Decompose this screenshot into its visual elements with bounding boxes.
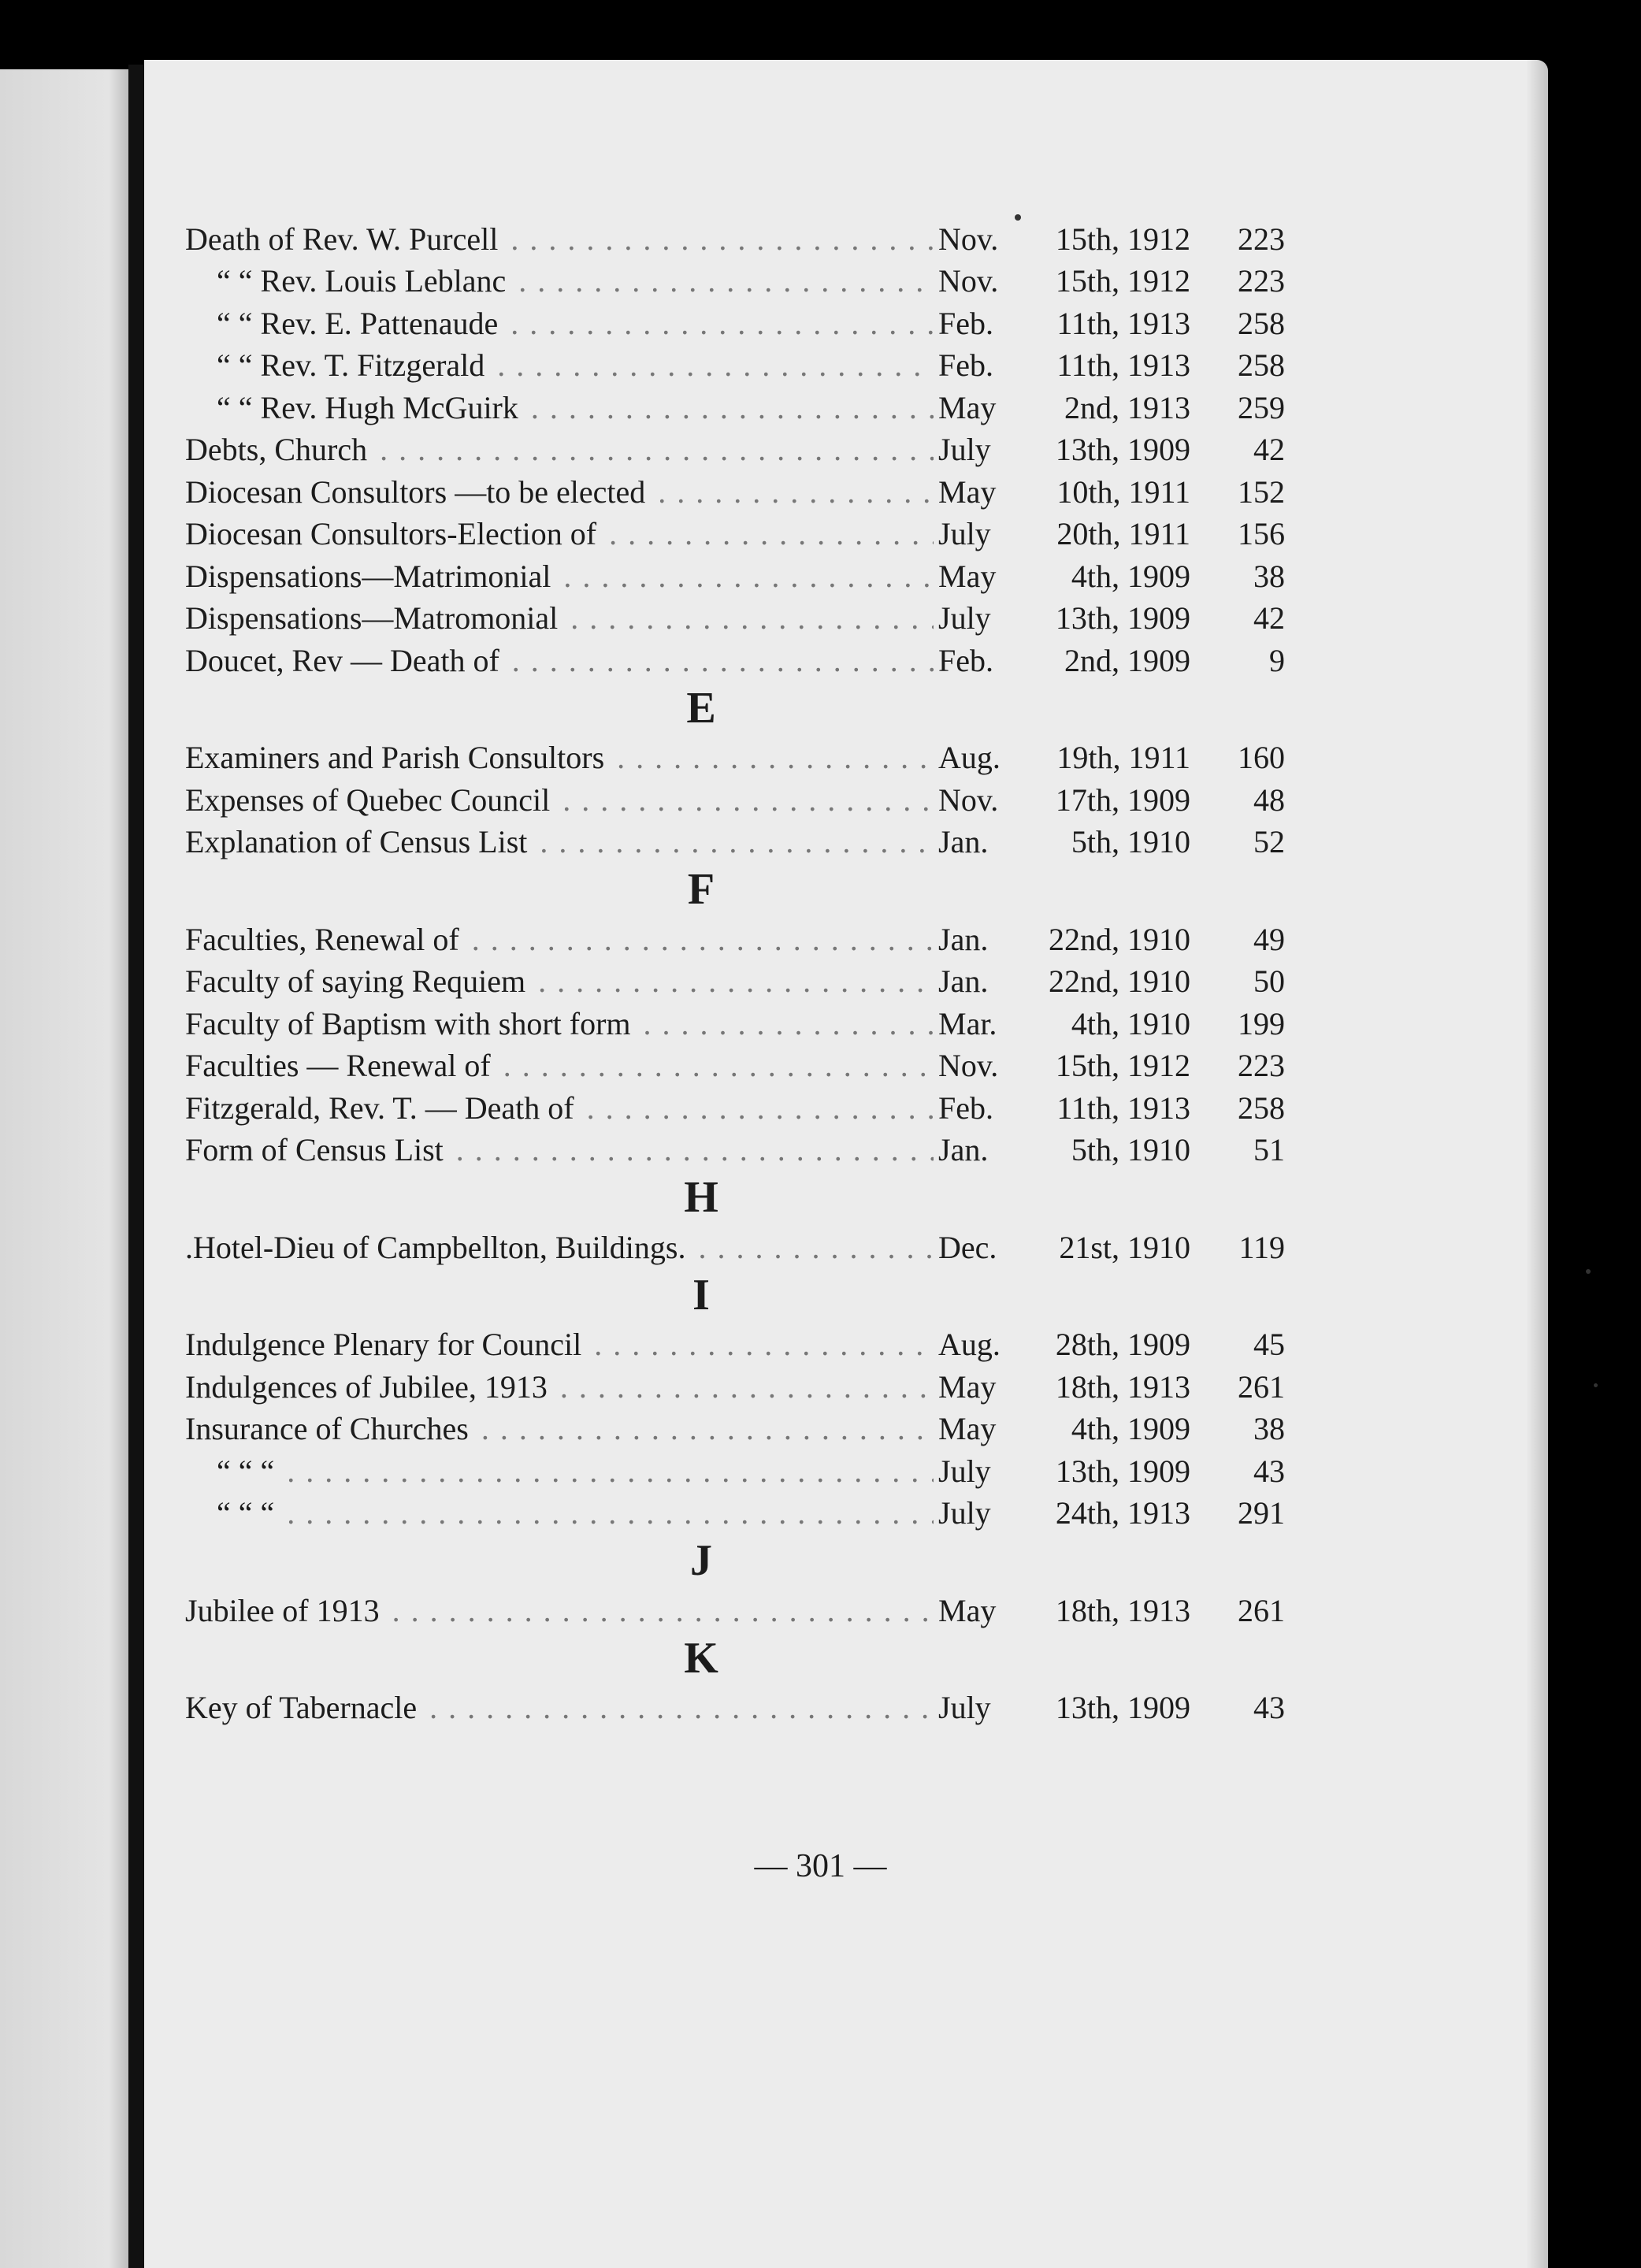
index-entry xyxy=(185,428,1312,470)
entry-month: Jan. xyxy=(938,921,989,957)
index-entry xyxy=(185,638,1312,681)
index-entry xyxy=(185,960,1312,1002)
entry-topic xyxy=(185,1368,934,1407)
entry-topic xyxy=(185,781,934,820)
entry-topic-text: Indulgence Plenary for Council xyxy=(185,1327,585,1362)
entry-page-number: 199 xyxy=(1238,1005,1285,1041)
entry-topic xyxy=(185,1325,934,1364)
entry-topic xyxy=(185,1452,934,1491)
entry-topic-text: Faculties, Renewal of xyxy=(185,922,462,957)
entry-month: July xyxy=(938,600,991,636)
entry-date: 22nd, 1910 xyxy=(1049,963,1190,999)
section-letter: F xyxy=(687,865,715,914)
entry-date: 13th, 1909 xyxy=(1055,1690,1190,1725)
entry-month: Feb. xyxy=(938,305,993,341)
entry-topic-text: “ “ “ xyxy=(185,1495,277,1531)
entry-topic xyxy=(185,962,934,1001)
entry-date: 4th, 1909 xyxy=(1071,1411,1190,1446)
entry-month: Aug. xyxy=(938,740,1001,775)
entry-page-number: 52 xyxy=(1253,824,1285,859)
entry-page-number: 160 xyxy=(1238,740,1285,775)
entry-topic xyxy=(185,738,934,778)
entry-page-number: 261 xyxy=(1238,1368,1285,1405)
entry-page-number: 51 xyxy=(1253,1132,1285,1167)
entry-month: Dec. xyxy=(938,1229,997,1265)
page-edge-shadow xyxy=(1526,60,1548,2268)
entry-page-number: 223 xyxy=(1238,1048,1285,1083)
index-entry xyxy=(185,596,1312,639)
entry-page-number: 258 xyxy=(1238,1089,1285,1126)
entry-month: May xyxy=(938,1368,997,1405)
index-entry xyxy=(185,736,1312,778)
entry-date: 21st, 1910 xyxy=(1059,1229,1190,1265)
entry-date: 2nd, 1913 xyxy=(1064,389,1190,425)
entry-topic-text: “ “ Rev. Louis Leblanc xyxy=(185,263,509,299)
entry-date: 22nd, 1910 xyxy=(1049,921,1190,957)
entry-topic-text: Diocesan Consultors-Election of xyxy=(185,516,600,551)
entry-topic xyxy=(185,1591,934,1631)
entry-month: Jan. xyxy=(938,1132,989,1167)
entry-date: 19th, 1911 xyxy=(1056,740,1190,775)
entry-topic xyxy=(185,1089,934,1128)
entry-page-number: 49 xyxy=(1253,921,1285,957)
entry-date: 11th, 1913 xyxy=(1056,305,1190,341)
entry-topic-text: Expenses of Quebec Council xyxy=(185,782,553,818)
entry-month: July xyxy=(938,432,991,467)
entry-topic xyxy=(185,1046,934,1086)
entry-month: Nov. xyxy=(938,1048,999,1083)
entry-month: July xyxy=(938,1690,991,1725)
page-number: — 301 — xyxy=(754,1848,887,1884)
entry-page-number: 43 xyxy=(1253,1453,1285,1489)
entry-month: July xyxy=(938,1495,991,1531)
entry-topic-text: Indulgences of Jubilee, 1913 xyxy=(185,1369,551,1405)
entry-topic xyxy=(185,262,934,301)
entry-topic xyxy=(185,599,934,638)
entry-date: 4th, 1910 xyxy=(1071,1005,1190,1041)
index-entry xyxy=(185,1323,1312,1365)
entry-month: Nov. xyxy=(938,221,999,257)
index-entry xyxy=(185,820,1312,863)
facing-page-edge xyxy=(0,69,128,2268)
entry-topic-text: Faculty of saying Requiem xyxy=(185,963,529,999)
entry-month: May xyxy=(938,1411,997,1446)
entry-topic xyxy=(185,1494,934,1533)
entry-month: May xyxy=(938,1592,997,1628)
entry-topic xyxy=(185,430,934,470)
entry-topic xyxy=(185,1228,934,1268)
entry-topic-text: Doucet, Rev — Death of xyxy=(185,643,503,678)
index-entry xyxy=(185,1225,1312,1268)
entry-page-number: 38 xyxy=(1253,558,1285,594)
entry-topic-text: “ “ Rev. T. Fitzgerald xyxy=(185,347,488,383)
entry-page-number: 259 xyxy=(1238,389,1285,425)
index-entry xyxy=(185,917,1312,960)
entry-topic xyxy=(185,220,934,259)
section-letter: H xyxy=(684,1173,718,1222)
entry-topic-text: Insurance of Churches xyxy=(185,1411,472,1446)
entry-topic-text: Faculties — Renewal of xyxy=(185,1048,494,1083)
entry-month: Jan. xyxy=(938,963,989,999)
entry-topic xyxy=(185,1688,934,1728)
index-entry xyxy=(185,1407,1312,1450)
entry-date: 13th, 1909 xyxy=(1055,1453,1190,1489)
section-letter: K xyxy=(684,1633,718,1683)
entry-page-number: 43 xyxy=(1253,1690,1285,1725)
entry-date: 4th, 1909 xyxy=(1071,558,1190,594)
entry-page-number: 223 xyxy=(1238,263,1285,299)
index-entry xyxy=(185,1128,1312,1171)
entry-date: 11th, 1913 xyxy=(1056,347,1190,383)
index-entry xyxy=(185,778,1312,820)
index-entry xyxy=(185,217,1312,259)
index-entry xyxy=(185,1449,1312,1491)
entry-month: July xyxy=(938,1453,991,1489)
index-entry xyxy=(185,1364,1312,1407)
index-entry xyxy=(185,343,1312,386)
book-spine xyxy=(128,65,144,2268)
index-entry xyxy=(185,554,1312,596)
entry-page-number: 258 xyxy=(1238,347,1285,383)
entry-page-number: 38 xyxy=(1253,1411,1285,1446)
index-entry xyxy=(185,512,1312,555)
entry-page-number: 261 xyxy=(1238,1592,1285,1628)
print-speck xyxy=(1594,1383,1598,1387)
entry-topic xyxy=(185,304,934,343)
entry-month: July xyxy=(938,516,991,551)
entry-topic xyxy=(185,1409,934,1449)
entry-page-number: 50 xyxy=(1253,963,1285,999)
entry-topic-text: Faculty of Baptism with short form xyxy=(185,1006,634,1041)
entry-date: 15th, 1912 xyxy=(1055,263,1190,299)
entry-page-number: 156 xyxy=(1238,516,1285,551)
entry-date: 2nd, 1909 xyxy=(1064,642,1190,678)
entry-date: 24th, 1913 xyxy=(1055,1495,1190,1531)
entry-topic xyxy=(185,473,934,512)
entry-topic xyxy=(185,346,934,385)
entry-month: Feb. xyxy=(938,1089,993,1126)
index-entry xyxy=(185,1086,1312,1128)
entry-topic-text: Dispensations—Matromonial xyxy=(185,600,561,636)
index-entry xyxy=(185,1044,1312,1086)
section-letter: J xyxy=(690,1536,712,1585)
entry-topic-text: Fitzgerald, Rev. T. — Death of xyxy=(185,1090,577,1126)
entry-topic-text: “ “ Rev. Hugh McGuirk xyxy=(185,390,522,425)
entry-topic-text: Debts, Church xyxy=(185,432,370,467)
entry-topic-text: Explanation of Census List xyxy=(185,824,530,859)
entry-topic-text: “ “ “ xyxy=(185,1453,277,1489)
entry-topic xyxy=(185,1004,934,1044)
entry-topic xyxy=(185,514,934,554)
index-entry xyxy=(185,301,1312,343)
entry-month: May xyxy=(938,389,997,425)
index-entry xyxy=(185,1588,1312,1631)
entry-date: 5th, 1910 xyxy=(1071,1132,1190,1167)
entry-date: 18th, 1913 xyxy=(1055,1368,1190,1405)
entry-date: 20th, 1911 xyxy=(1056,516,1190,551)
entry-topic-text: .Hotel-Dieu of Campbellton, Buildings. xyxy=(185,1230,689,1265)
entry-date: 18th, 1913 xyxy=(1055,1592,1190,1628)
entry-date: 28th, 1909 xyxy=(1055,1327,1190,1362)
section-letter: I xyxy=(692,1270,710,1320)
index-entries xyxy=(185,217,1312,1728)
entry-page-number: 223 xyxy=(1238,221,1285,257)
entry-topic xyxy=(185,920,934,960)
entry-topic-text: “ “ Rev. E. Pattenaude xyxy=(185,306,501,341)
entry-topic-text: Examiners and Parish Consultors xyxy=(185,740,607,775)
entry-date: 10th, 1911 xyxy=(1056,473,1190,510)
entry-topic xyxy=(185,641,934,681)
entry-month: May xyxy=(938,473,997,510)
entry-topic xyxy=(185,388,934,428)
entry-topic xyxy=(185,557,934,596)
entry-date: 11th, 1913 xyxy=(1056,1089,1190,1126)
entry-page-number: 48 xyxy=(1253,781,1285,818)
entry-topic xyxy=(185,822,934,862)
entry-month: Nov. xyxy=(938,781,999,818)
entry-date: 15th, 1912 xyxy=(1055,221,1190,257)
index-entry xyxy=(185,1491,1312,1534)
entry-topic-text: Form of Census List xyxy=(185,1132,447,1167)
entry-month: Aug. xyxy=(938,1327,1001,1362)
entry-topic-text: Dispensations—Matrimonial xyxy=(185,559,554,594)
entry-topic-text: Diocesan Consultors —to be elected xyxy=(185,474,648,510)
entry-page-number: 152 xyxy=(1238,473,1285,510)
entry-date: 15th, 1912 xyxy=(1055,1048,1190,1083)
entry-topic-text: Death of Rev. W. Purcell xyxy=(185,221,501,257)
section-letter: E xyxy=(686,683,716,733)
entry-month: Mar. xyxy=(938,1005,997,1041)
entry-month: Feb. xyxy=(938,347,993,383)
entry-page-number: 9 xyxy=(1269,642,1285,678)
index-entry xyxy=(185,1001,1312,1044)
entry-page-number: 291 xyxy=(1238,1495,1285,1531)
entry-page-number: 42 xyxy=(1253,432,1285,467)
entry-topic xyxy=(185,1130,934,1170)
entry-date: 5th, 1910 xyxy=(1071,824,1190,859)
entry-month: Nov. xyxy=(938,263,999,299)
entry-date: 13th, 1909 xyxy=(1055,432,1190,467)
entry-page-number: 42 xyxy=(1253,600,1285,636)
entry-date: 17th, 1909 xyxy=(1055,781,1190,818)
entry-page-number: 258 xyxy=(1238,305,1285,341)
entry-month: Jan. xyxy=(938,824,989,859)
entry-topic-text: Key of Tabernacle xyxy=(185,1690,420,1725)
index-entry xyxy=(185,385,1312,428)
entry-month: May xyxy=(938,558,997,594)
index-entry xyxy=(185,1686,1312,1728)
print-speck xyxy=(1586,1269,1591,1274)
entry-topic-text: Jubilee of 1913 xyxy=(185,1593,383,1628)
index-entry xyxy=(185,470,1312,512)
entry-page-number: 45 xyxy=(1253,1327,1285,1362)
entry-month: Feb. xyxy=(938,642,993,678)
index-entry xyxy=(185,259,1312,302)
entry-page-number: 119 xyxy=(1238,1229,1285,1265)
entry-date: 13th, 1909 xyxy=(1055,600,1190,636)
